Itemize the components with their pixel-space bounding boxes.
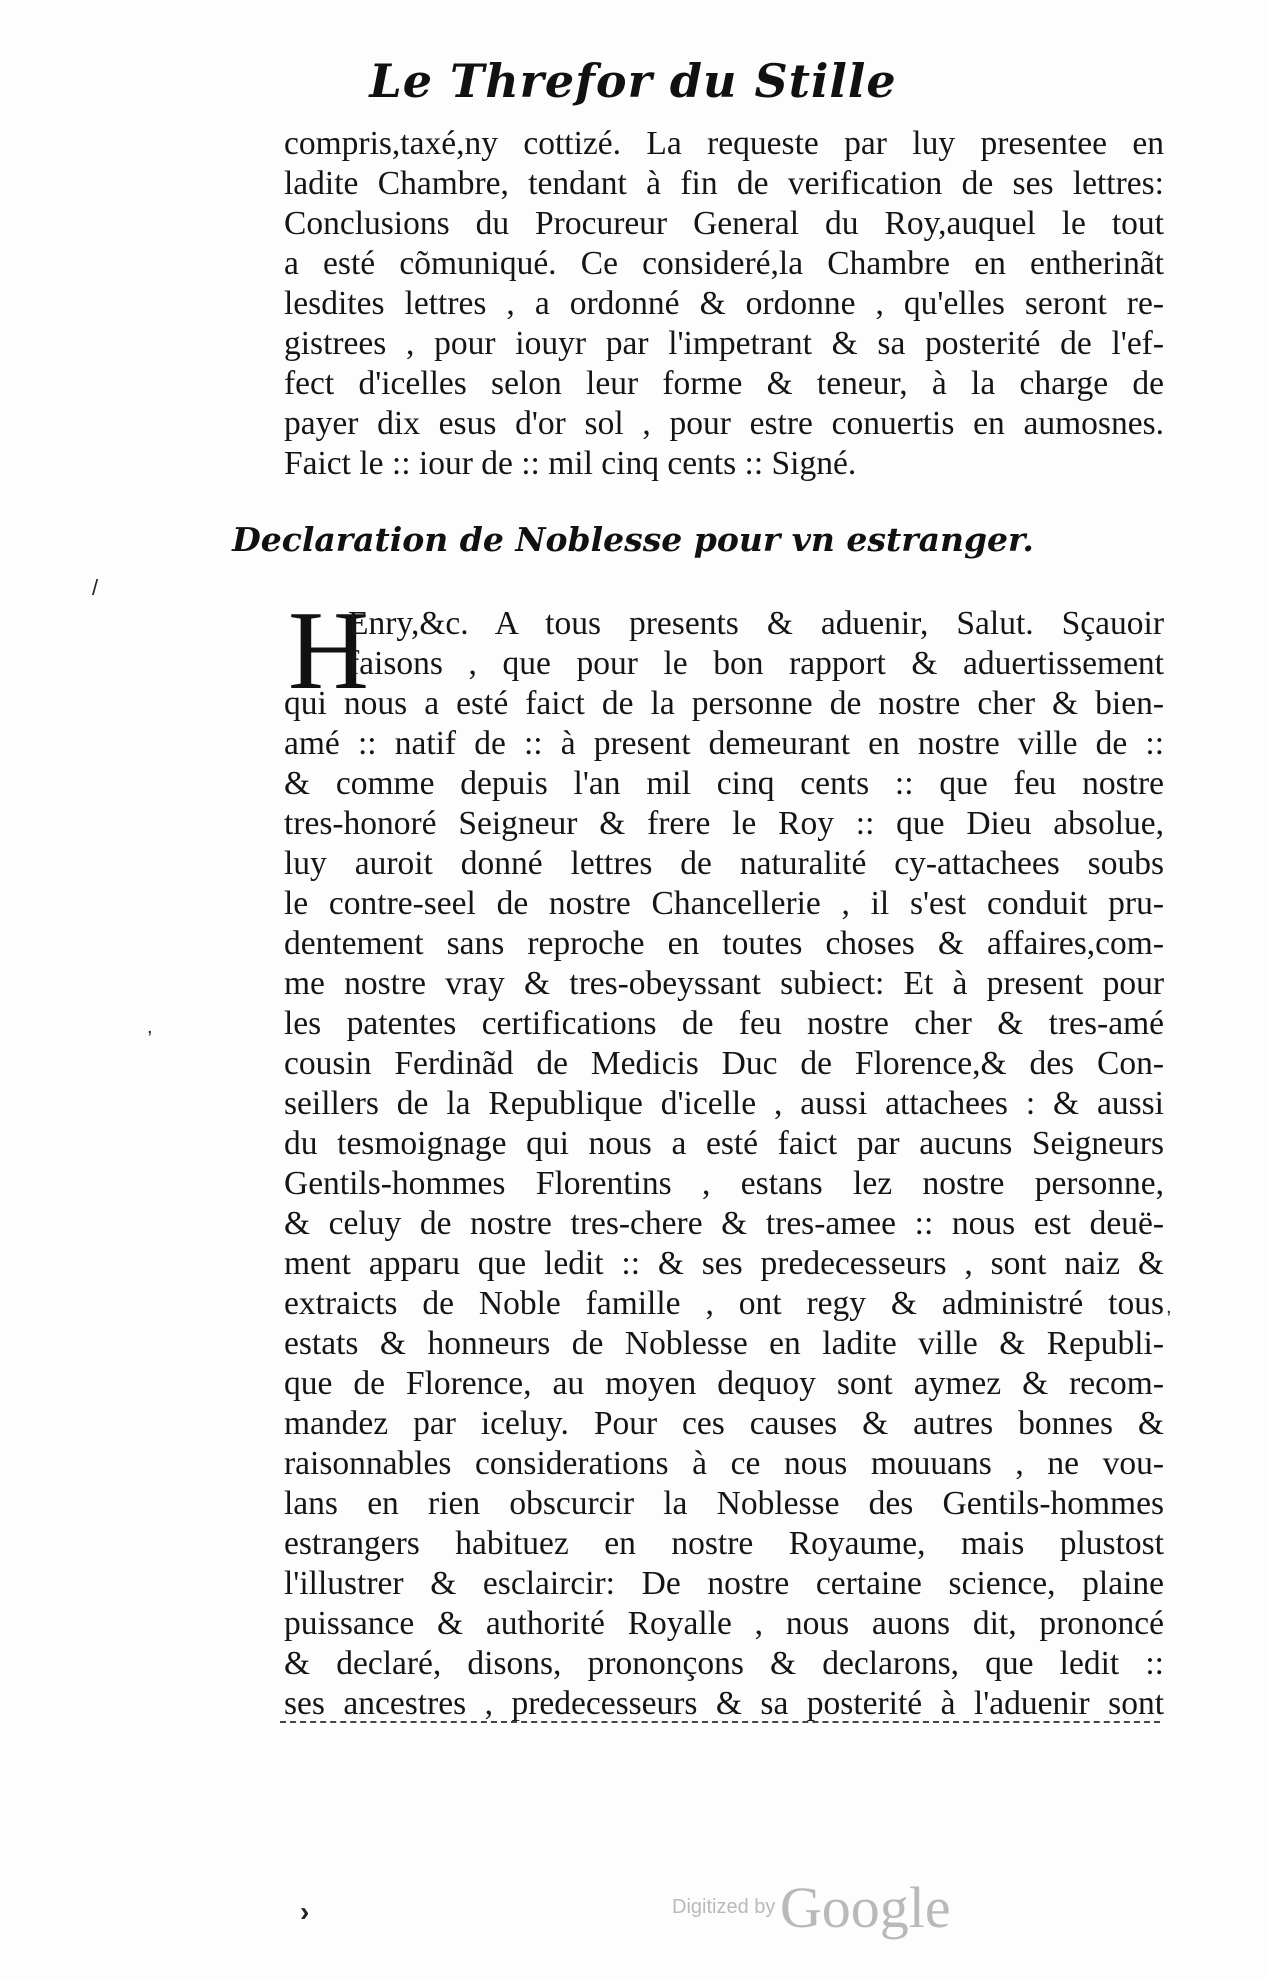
text-line: les patentes certifications de feu nostre cher & tres-amé	[284, 1005, 1164, 1042]
text-line: raisonnables considerations à ce nous mouuans , ne vou-	[284, 1445, 1164, 1482]
text-line: lans en rien obscurcir la Noblesse des Gentils-hommes	[284, 1485, 1164, 1522]
digitized-watermark	[672, 1874, 951, 1941]
text-line: estats & honneurs de Noblesse en ladite ville & Republi-	[284, 1325, 1164, 1362]
text-line: amé :: natif de :: à present demeurant en nostre ville de ::	[284, 725, 1164, 762]
bottom-dashed-rule	[280, 1721, 1160, 1723]
text-line: estrangers habituez en nostre Royaume, mais plustost	[284, 1525, 1164, 1562]
text-line: & celuy de nostre tres-chere & tres-amee :: nous est deuë-	[284, 1205, 1164, 1242]
ink-speck-mark: ›	[300, 1896, 310, 1927]
text-line: lesdites lettres , a ordonné & ordonne , qu'elles seront re-	[284, 285, 1164, 322]
text-line: ladite Chambre, tendant à fin de verification de ses lettres:	[284, 165, 1164, 202]
text-line: puissance & authorité Royalle , nous auons dit, prononcé	[284, 1605, 1164, 1642]
drop-cap: H	[288, 589, 369, 713]
text-line: cousin Ferdinãd de Medicis Duc de Florence,& des Con-	[284, 1045, 1164, 1082]
text-line: mandez par iceluy. Pour ces causes & autres bonnes &	[284, 1405, 1164, 1442]
text-line: me nostre vray & tres-obeyssant subiect: Et à present pour	[284, 965, 1164, 1002]
running-head: Le Threfor du Stille	[369, 54, 897, 108]
text-line: Conclusions du Procureur General du Roy,auquel le tout	[284, 205, 1164, 242]
text-line: dentement sans reproche en toutes choses & affaires,com-	[284, 925, 1164, 962]
text-line: tres-honoré Seigneur & frere le Roy :: que Dieu absolue,	[284, 805, 1164, 842]
text-line: compris,taxé,ny cottizé. La requeste par luy presentee en	[284, 125, 1164, 162]
text-line: l'illustrer & esclaircir: De nostre certaine science, plaine	[284, 1565, 1164, 1602]
watermark-prefix: Digitized by	[672, 1896, 776, 1918]
text-line: extraicts de Noble famille , ont regy & administré tous	[284, 1285, 1164, 1322]
text-line: Enry,&c. A tous presents & aduenir, Salut. Sçauoir	[348, 605, 1164, 642]
text-line: seillers de la Republique d'icelle , aussi attachees : & aussi	[284, 1085, 1164, 1122]
margin-mark: ,	[1166, 1296, 1172, 1318]
text-line: qui nous a esté faict de la personne de nostre cher & bien-	[284, 685, 1164, 722]
margin-mark: /	[92, 575, 99, 600]
text-line: & declaré, disons, prononçons & declarons, que ledit ::	[284, 1645, 1164, 1682]
text-line: Faict le :: iour de :: mil cinq cents :: Signé.	[284, 445, 857, 482]
text-line: a esté cõmuniqué. Ce consideré,la Chambre en entherinãt	[284, 245, 1164, 282]
text-line: du tesmoignage qui nous a esté faict par aucuns Seigneurs	[284, 1125, 1164, 1162]
text-line: le contre-seel de nostre Chancellerie , il s'est conduit pru-	[284, 885, 1164, 922]
text-line: fect d'icelles selon leur forme & teneur, à la charge de	[284, 365, 1164, 402]
text-line: gistrees , pour iouyr par l'impetrant & sa posterité de l'ef-	[284, 325, 1164, 362]
paragraph-declaration	[284, 589, 1164, 1724]
text-line: & comme depuis l'an mil cinq cents :: que feu nostre	[284, 765, 1164, 802]
text-line: faisons , que pour le bon rapport & aduertissement	[348, 645, 1164, 682]
text-line: payer dix esus d'or sol , pour estre conuertis en aumosnes.	[284, 405, 1164, 442]
google-logo: Google	[779, 1875, 951, 1940]
text-line: Gentils-hommes Florentins , estans lez nostre personne,	[284, 1165, 1164, 1202]
margin-mark: ,	[147, 1016, 153, 1038]
text-line: ses ancestres , predecesseurs & sa posterité à l'aduenir sont	[284, 1685, 1164, 1722]
text-line: que de Florence, au moyen dequoy sont aymez & recom-	[284, 1365, 1164, 1402]
text-line: ment apparu que ledit :: & ses predecesseurs , sont naiz &	[284, 1245, 1164, 1282]
text-line: luy auroit donné lettres de naturalité cy-attachees soubs	[284, 845, 1164, 882]
section-heading: Declaration de Noblesse pour vn estranger.	[232, 520, 1034, 559]
paragraph-continuation	[284, 124, 1164, 484]
